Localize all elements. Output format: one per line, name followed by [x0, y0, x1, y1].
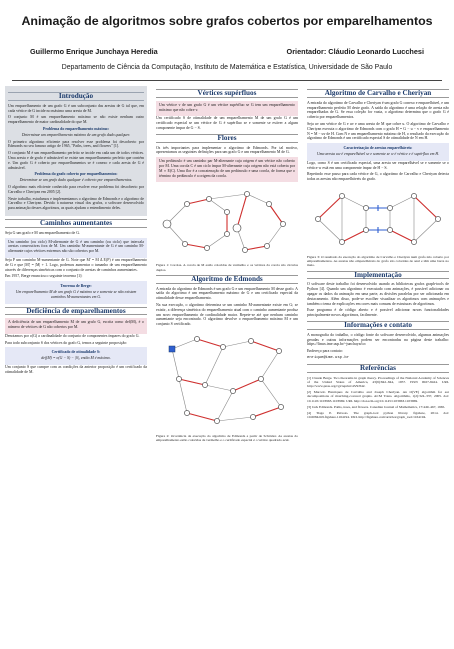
- figure-carvalho-cheriyan: [308, 184, 448, 254]
- problem-title: Problema do emparelhamento máximo:: [43, 126, 109, 131]
- section-heading: Flores: [156, 134, 298, 143]
- section-heading: Informações e contato: [307, 321, 449, 330]
- paragraph: A entrada do algoritmo de Edmonds é um grafo G e um emparelhamento M desse grafo. A saída do algoritmo é um emparelhamento máximo de G e um certificado especial da otimalidade desse emparelhamento.: [156, 286, 298, 301]
- certificate-box: [5, 347, 147, 365]
- paragraph: Um emparelhamento de um grafo G é um subconjunto das arestas de G tal que, em cada vértice de G incide no máximo uma aresta de M.: [8, 103, 144, 113]
- section-info-contact: [307, 321, 449, 361]
- section-heading: Algoritmo de Edmonds: [156, 275, 298, 284]
- paragraph: Um conjunto S que cumpre com as condições da anterior proposição é um certificado da otimalidade de M.: [5, 365, 147, 374]
- section-edmonds: [156, 275, 298, 443]
- figure-caption: Figura 2: Ocorrência da execução do algoritmo de Edmonds a partir de Schröder. As arestas do emparelhamento estão coloridas de vermelho e o certificado especial é o vértice quadrado azul.: [156, 433, 298, 443]
- theorem-title: Teorema de Berge:: [60, 284, 92, 289]
- paragraph: A entrada do algoritmo de Carvalho e Cheriyan é um grafo G conexo e emparelhável, e um emparelhamento perfeito M deste grafo. A saída do algoritmo é uma relação de aresta não emparelhadas de G. Se essa coleção for vazia, o algoritmo determina que o grafo G é coberto por emparelhamentos.: [307, 100, 449, 120]
- definition-box: [5, 318, 147, 334]
- figure-caption: Figura 3: O resultado da execução do algoritmo de Carvalho e Cheriyan num grafo não coberto por emparelhamentos. As arestas não emparelháveis do grafo são coloridas de azul e têm uma barra no meio.: [307, 254, 449, 268]
- section-heading: Referências: [307, 364, 449, 373]
- paragraph: Denotamos por o(G) a cardinalidade do conjunto de componentes ímpares do grafo G.: [5, 333, 140, 338]
- paragraph: Endereço para contato:: [307, 349, 343, 354]
- paragraph: O algoritmo mais eficiente conhecido para resolver esse problema foi descoberto por Carvalho e Cheriyan em 2005 [2].: [8, 184, 144, 194]
- advisor-name: Orientador: Cláudio Leonardo Lucchesi: [286, 47, 424, 56]
- paragraph: Um caminho (ou ciclo) M-alternante de G é um caminho (ou ciclo) que intercala arestas consecutivas fora de M. Um caminho M-aumentante de G é um caminho M-alternante cujos vértices extremos não são cobertos por M.: [8, 239, 144, 254]
- section-heading: Deficiência de emparelhamentos: [5, 307, 147, 316]
- section-heading: Caminhos aumentantes: [5, 219, 147, 228]
- column-right: [307, 86, 449, 421]
- reference-item: [4] Tiago P. Peixoto. The graph-tool python library. figshare, 2014. doi: 10.6084/m9.figshare.1164194. URL http://figshare.com/articles/graph_tool/1164194.: [307, 410, 449, 420]
- problem-title: Problema do grafo coberto por emparelhamentos:: [34, 172, 118, 177]
- section-heading: Vértices supérfluos: [156, 89, 298, 98]
- definition-box: [156, 101, 298, 117]
- section-augmenting: [5, 219, 147, 304]
- paragraph: Um vértice v de um grafo G é um vértice supérfluo se G tem um emparelhamento máximo que não cobre v.: [159, 102, 295, 112]
- column-left: [5, 86, 147, 377]
- paragraph: O conjunto M é um emparelhamento máximo se não existe nenhum outro emparelhamento de maior cardinalidade do que M.: [8, 115, 144, 125]
- poster-title: Animação de algoritmos sobre grafos cobertos por emparelhamentos: [21, 14, 433, 28]
- theorem-box: [5, 281, 147, 303]
- paragraph: Esse programa é de código aberto e é possível adicionar novas funcionalidades principalmente novos algoritmos, facilmente.: [307, 308, 449, 318]
- poster-header: [0, 0, 454, 88]
- paragraph: Um pedúnculo é um caminho par M-alternante cuja origem é um vértice não coberto por M. Uma corola C é um ciclo ímpar M-alternante cuja origem não está coberta por M ∩ E(C). Uma flor é a concatenação de um pedúnculo e uma corola, de forma que o término do pedúnculo é a origem da corola.: [159, 159, 295, 178]
- problem-text: Determinar um emparelhamento máximo de um grafo dado qualquer.: [21, 132, 131, 137]
- paragraph: Um certificado S de otimalidade de um emparelhamento M de um grafo G é um certificado especial se um vértice de G é supérfluo se e somente se estiver a algum componente ímpar de G − S.: [156, 116, 298, 130]
- paragraph: O conjunto M é um emparelhamento perfeito se incide em cada um de todos vértices. Uma aresta e de grafo é admissível se existe um emparelhamento perfeito que contém e. Um grafo G é coberto por emparelhamentos se é conexo e cada aresta de G é admissível.: [8, 151, 144, 170]
- figure-corollas: [157, 184, 297, 262]
- paragraph: Para todo subconjunto S dos vértices do grafo G, temos a seguinte proposição:: [5, 340, 128, 345]
- section-heading: Algoritmo de Carvalho e Cheriyan: [307, 89, 449, 98]
- reference-item: [1] Claude Berge. Two theorems in graph theory. Proceedings of the National Academy of Sciences of the United States of America, 43(9):842–844, 1957. ISSN 0027-8424. URL http://www.pnas.org/cgi/reprint/43/9/842.: [307, 375, 449, 388]
- paragraph: Seja uv um vértice de G e uv e uma aresta de M que cobre u. O algoritmo de Carvalho e Cheriyan executa o algoritmo de Edmonds com o grafo H = G − u − v e emparelhamento N = M − uv de H. Com N e um emparelhamento máximo de H, o resultado da execução do algoritmo de Edmonds é um certificado especial S de otimalidade de N em H.: [307, 121, 449, 141]
- paragraph: Neste trabalho, estudamos e implementamos o algoritmo de Edmonds e o algoritmo de Carvalho e Cheriyan. Devido à natureza visual dos grafos, o software desenvolvido para animação desses algoritmos, as quais ajudam o entendimento deles.: [8, 196, 144, 211]
- section-implementation: [307, 271, 449, 318]
- author-name: Guillermo Enrique Junchaya Heredia: [30, 47, 158, 56]
- department: Departamento de Ciência da Computação, Instituto de Matemática e Estatística, Universidade de São Paulo: [61, 64, 393, 71]
- paragraph: Em 1957, Berge enunciou o seguinte teorema [1]:: [5, 274, 83, 279]
- problem-text: Determinar se um grafo dado qualquer é coberto por emparelhamentos.: [19, 178, 133, 183]
- paragraph: O primeiro algoritmo eficiente para resolver esse problema foi descoberto por Edmonds no seu famoso artigo de 1965, "Paths, trees, and flowers" [1].: [8, 139, 144, 149]
- certificate-text: def(M) = o(G − S) − |S|, então M é máximo.: [41, 356, 111, 361]
- paragraph: Na sua execução, o algoritmo determina se um caminho M-aumentante existe em G; se existir, a diferença simétrica do emparelhamento atual com o caminho aumentante produz um novo emparelhamento de cardinalidade maior. Repete-se até que nenhum caminho aumentante seja encontrado. O algoritmo devolve o emparelhamento máximo M e um conjunto S certificado.: [156, 302, 298, 327]
- paragraph: Logo, como S é um certificado especial, uma aresta ser emparelhável se e somente se o vértice w está em uma componente ímpar de H − S.: [307, 160, 449, 170]
- paragraph: Seja G um grafo e M um emparelhamento de G.: [5, 230, 80, 235]
- contact-email[interactable]: enrique@ime.usp.br: [307, 355, 350, 360]
- figure-edmonds: [157, 329, 297, 433]
- reference-item: [2] Marcelo Henriques de Carvalho and Joseph Cheriyan. An O(VE) algorithm for ear decompositions of matching-covered graphs. ACM Trans. Algorithms, 1(2):324–337, 2005. doi: 10.1145/1103963.1103969. URL http://doi.acm.org/10.1145/1103963.1103969.: [307, 390, 449, 403]
- paragraph: A monografia do trabalho, o código fonte do software desenvolvido, algumas animações geradas e outras informações podem ser encontradas na página deste trabalho: https://linux.ime.usp.br/~junchaya/tcc: [307, 332, 449, 347]
- section-superfluous: [156, 89, 298, 131]
- column-middle: [156, 86, 298, 444]
- paragraph: Os três importantes para implementar o algoritmo de Edmonds. Por tal motivo, apresentamos as seguintes definições para um grafo G e um emparelhamento M de G.: [156, 145, 298, 155]
- section-heading: Implementação: [307, 271, 449, 280]
- section-heading: Introdução: [8, 92, 144, 101]
- paragraph: Repetindo esse passo para cada vértice de G, o algoritmo de Carvalho e Cheriyan detecta todas as arestas não emparelháveis do grafo.: [307, 172, 449, 182]
- section-deficiency: [5, 307, 147, 375]
- theorem-text: Um emparelhamento M de um grafo G é máximo se e somente se não existem caminhos M-aumentantes em G.: [15, 289, 137, 299]
- header-divider: [12, 80, 442, 81]
- section-flowers: [156, 134, 298, 272]
- section-intro: [5, 86, 147, 216]
- definition-box: [156, 157, 298, 182]
- characterization-text: Uma aresta uw é emparelhável se e somente se w é vértice e é supérfluo em H.: [316, 151, 440, 156]
- definition-box: [5, 238, 147, 258]
- section-references: [307, 364, 449, 420]
- reference-item: [3] Jack Edmonds. Paths, trees, and flowers. Canadian Journal of Mathematics, 17:449–467, 1965.: [307, 404, 446, 409]
- paragraph: A deficiência de um emparelhamento M de um grafo G, escrita como def(M), é o número de vértices de G não cobertos por M.: [8, 320, 144, 330]
- certificate-title: Certificado de otimalidade S:: [51, 350, 101, 355]
- characterization-box: [307, 143, 449, 161]
- paragraph: O software deste trabalho foi desenvolvido usando as bibliotecas grafos graph-tools de Python [4]. Quando um algoritmo é executado com animações, é possível adicionar ou apagar os dados da animação em uma parte, as divisões paralelas por ser adicionada em destacamento. Além disso, pode-se escolher visualizar os algoritmos com animações e também o tema de explicações em cores mais comuns de estruturas de algoritmos.: [307, 282, 449, 306]
- paragraph: Seja P um caminho M-aumentante de G. Note que M' = M Δ E(P) é um emparelhamento de G e que |M'| = |M| + 1. Logo, podemos aumentar o tamanho de um emparelhamento através de diferenças simétricas com o conjunto de arestas de caminhos aumentantes.: [5, 257, 147, 272]
- section-carvalho-cheriyan: [307, 89, 449, 268]
- characterization-title: Caracterização de arestas emparelháveis:: [343, 146, 413, 151]
- figure-caption: Figura 1: Corolas. A corola de M estão coloridas de vermelho e os vértices da corola são círculos duplos.: [156, 263, 298, 272]
